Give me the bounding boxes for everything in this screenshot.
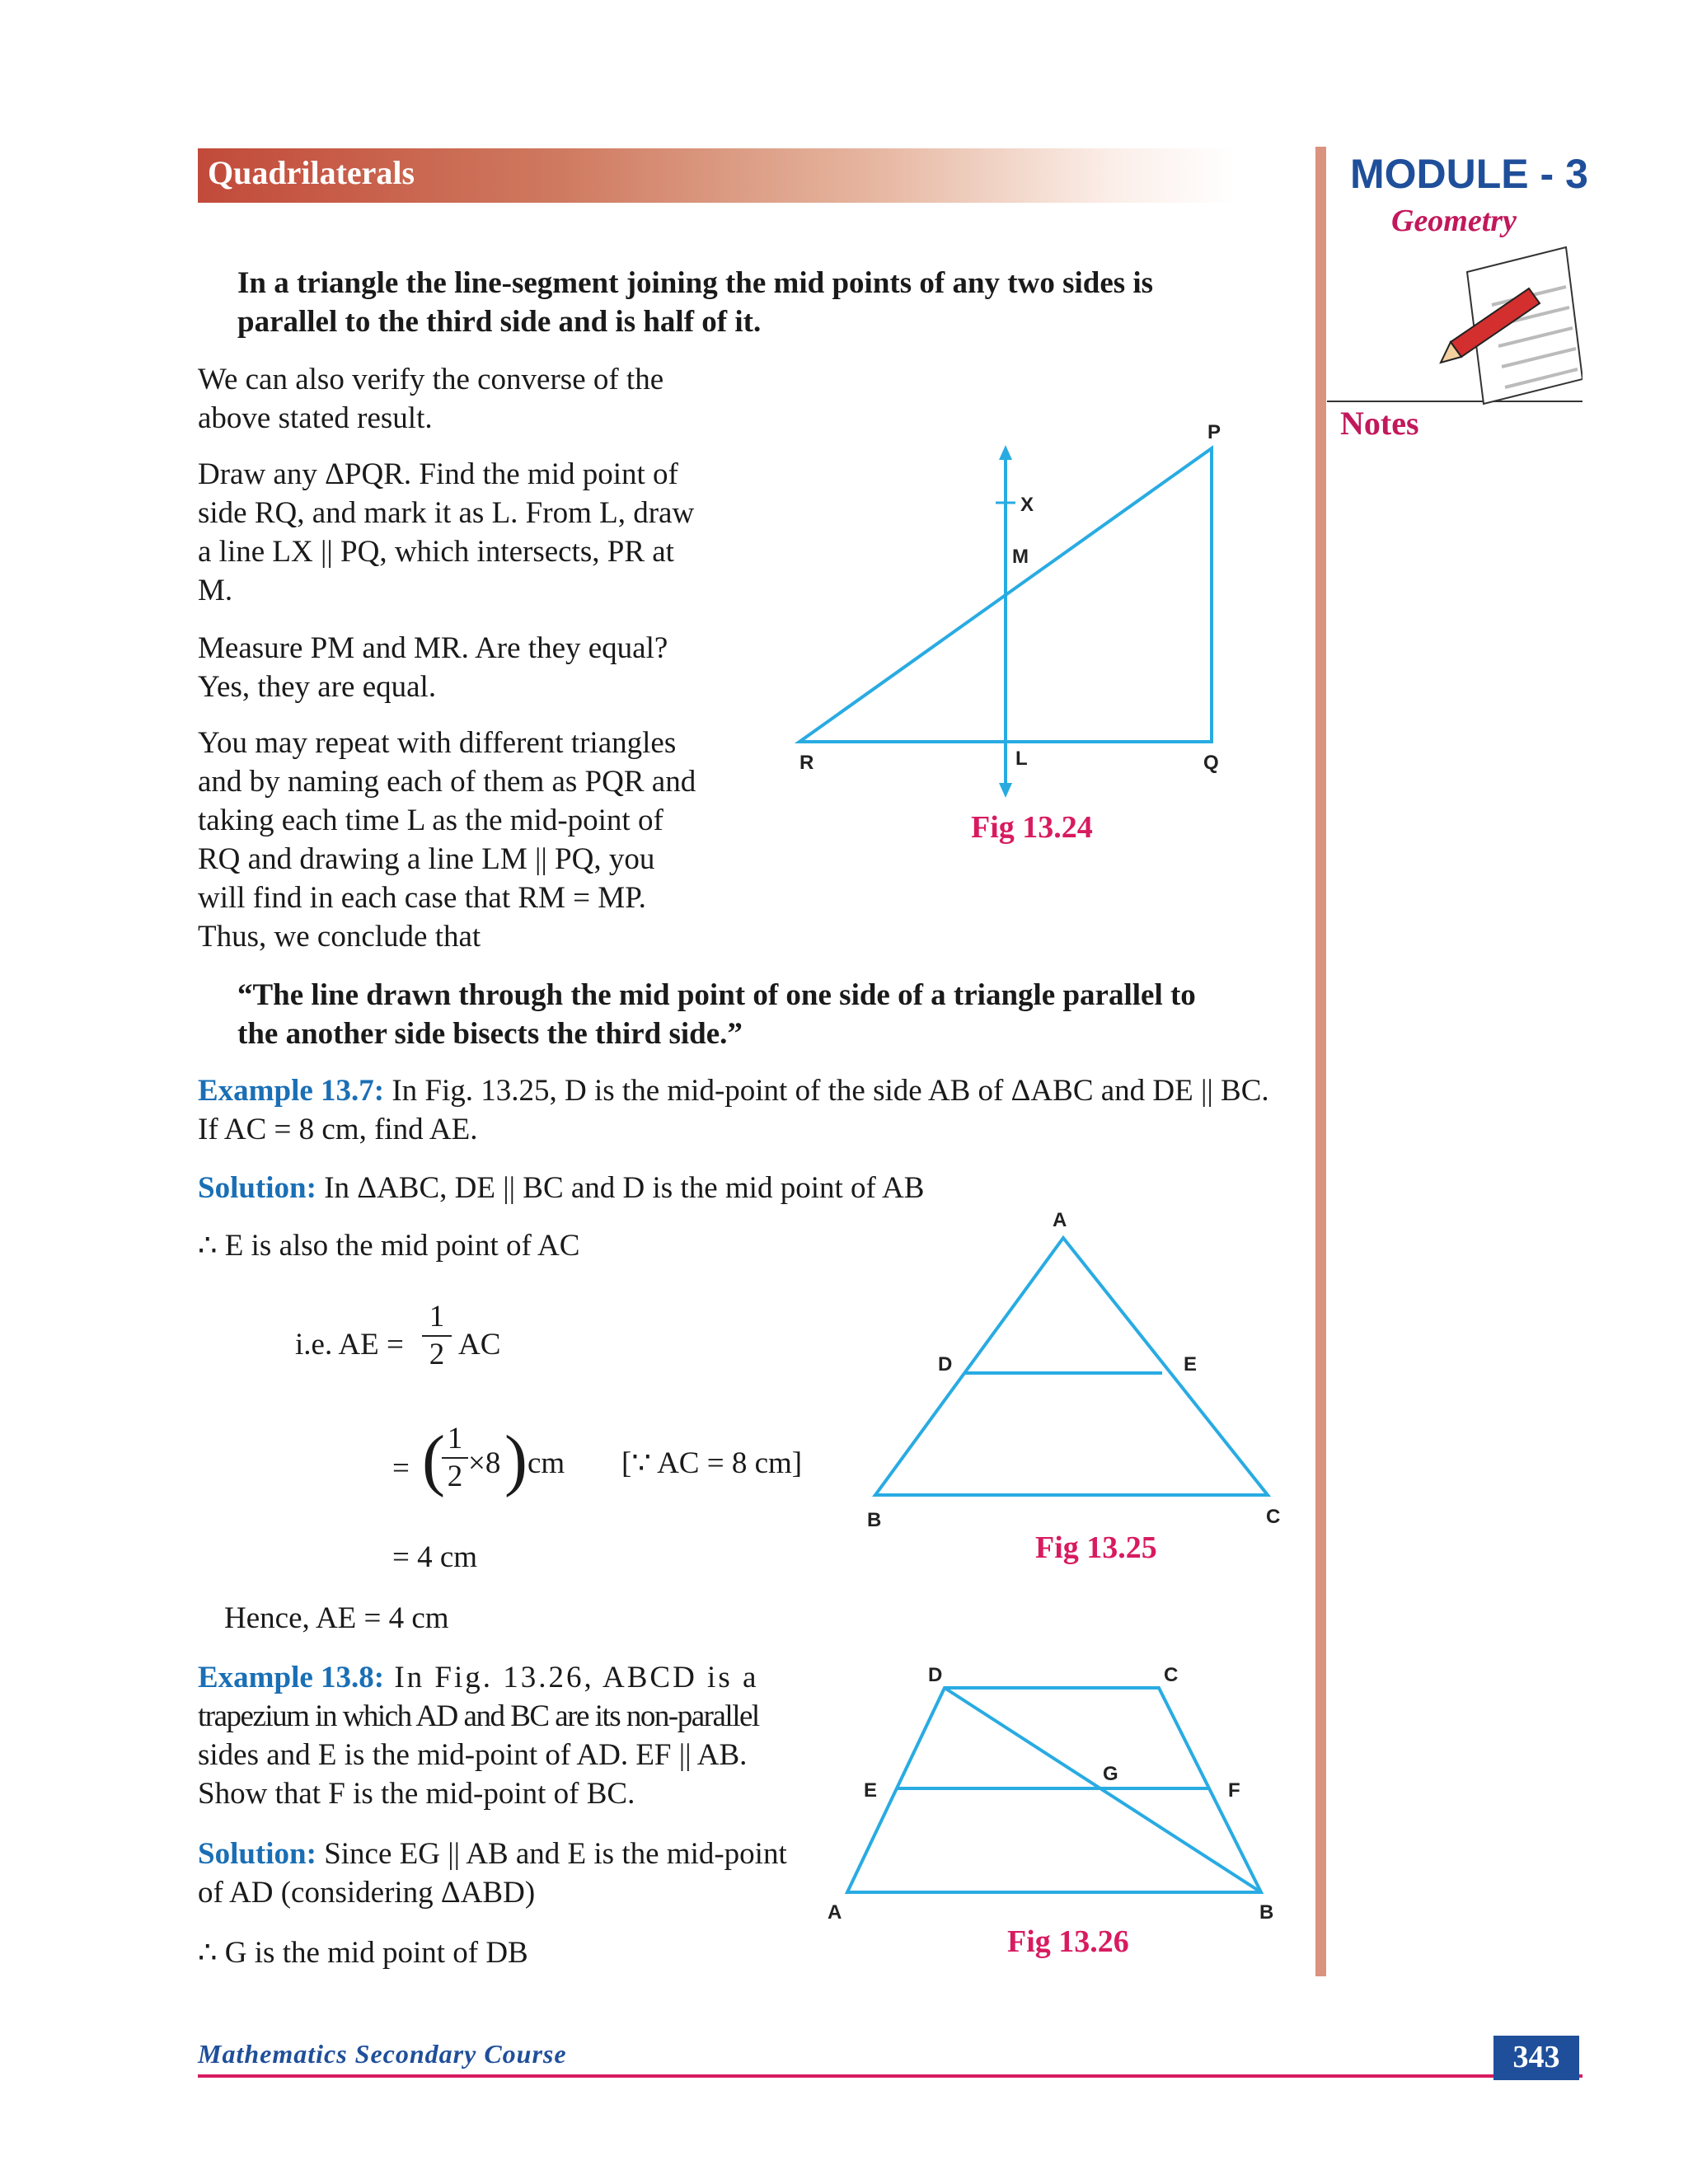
label-B: B — [867, 1509, 882, 1531]
example-13-7-label: Example 13.7: — [198, 1074, 385, 1108]
label-M: M — [1012, 546, 1029, 568]
label-E: E — [864, 1779, 878, 1802]
solution-13-8-line3: ∴ G is the mid point of DB — [198, 1936, 528, 1970]
footer-rule — [198, 2074, 1582, 2078]
solution-13-7-line2: ∴ E is also the mid point of AC — [198, 1229, 580, 1263]
theorem-converse: “The line drawn through the mid point of one side of a triangle parallel to the another side bisects the third side.” — [237, 978, 1196, 1051]
equals-sign: = — [392, 1451, 410, 1485]
paragraph-converse: We can also verify the converse of the above stated result. — [198, 363, 664, 435]
fraction-one-half: 1 2 — [442, 1421, 468, 1495]
label-L: L — [1015, 748, 1028, 770]
fig-13-26-caption: Fig 13.26 — [1007, 1924, 1129, 1959]
label-P: P — [1207, 421, 1221, 443]
solution-13-8-label: Solution: — [198, 1837, 316, 1871]
module-label: MODULE - 3 — [1350, 151, 1588, 197]
ie-ae: i.e. AE = — [295, 1328, 404, 1361]
unit-cm: cm — [528, 1446, 565, 1480]
solution-13-8: Solution: Since EG || AB and E is the mid-point of AD (considering ΔABD) — [198, 1837, 787, 1910]
page-number: 343 — [1512, 2040, 1560, 2074]
example-13-8-label: Example 13.8: — [198, 1661, 385, 1694]
label-E: E — [1184, 1353, 1198, 1376]
label-G: G — [1103, 1763, 1118, 1785]
label-B: B — [1259, 1901, 1274, 1924]
times-eight: ×8 — [468, 1446, 501, 1480]
solution-13-7: Solution: In ΔABC, DE || BC and D is the mid point of AB — [198, 1171, 925, 1205]
paragraph-measure: Measure PM and MR. Are they equal? Yes, they are equal. — [198, 631, 668, 704]
figure-13-26 — [824, 1657, 1286, 1929]
chapter-title: Quadrilaterals — [208, 154, 415, 191]
footer-course: Mathematics Secondary Course — [198, 2039, 567, 2069]
solution-13-7-label: Solution: — [198, 1171, 316, 1205]
example-13-8: Example 13.8: In Fig. 13.26, ABCD is a trapezium in which AD and BC are its non-parallel sides and E is the mid-point of AD. EF || AB. Show that F is the mid-point of BC. — [198, 1661, 759, 1811]
label-F: F — [1228, 1779, 1240, 1802]
ac-term: AC — [458, 1328, 501, 1361]
fig-13-24-caption: Fig 13.24 — [971, 810, 1093, 845]
theorem-midpoint: In a triangle the line-segment joining the mid points of any two sides is parallel to the third side and is half of it. — [237, 266, 1154, 339]
fraction-half: 1 2 — [422, 1299, 452, 1373]
label-X: X — [1020, 494, 1034, 516]
label-R: R — [799, 752, 814, 774]
paragraph-draw: Draw any ΔPQR. Find the mid point of side RQ, and mark it as L. From L, draw a line LX || PQ, which intersects, PR at M. — [198, 457, 695, 607]
result-4cm: = 4 cm — [392, 1540, 478, 1574]
example-13-7: Example 13.7: In Fig. 13.25, D is the mid-point of the side AB of ΔABC and DE || BC. If AC = 8 cm, find AE. — [198, 1074, 1269, 1146]
reason-ac: [∵ AC = 8 cm] — [621, 1446, 803, 1480]
label-D: D — [938, 1353, 953, 1376]
label-Q: Q — [1203, 752, 1219, 774]
paren-right: ) — [504, 1422, 528, 1498]
figure-13-24 — [775, 412, 1253, 808]
label-A: A — [1053, 1209, 1067, 1231]
figure-13-25 — [857, 1203, 1302, 1541]
hence-ae: Hence, AE = 4 cm — [224, 1601, 449, 1635]
subject-label: Geometry — [1391, 204, 1517, 238]
paragraph-repeat: You may repeat with different triangles and by naming each of them as PQR and taking each time L as the mid-point of RQ and drawing a line LM || PQ, you will find in each case that RM = MP. Thus, we conclude that — [198, 726, 696, 954]
label-C: C — [1266, 1506, 1281, 1528]
notes-pencil-icon — [1434, 239, 1582, 420]
paren-left: ( — [422, 1422, 445, 1498]
label-A: A — [828, 1901, 842, 1924]
notes-label: Notes — [1340, 405, 1419, 442]
fig-13-25-caption: Fig 13.25 — [1035, 1530, 1157, 1565]
sidebar-rule — [1315, 147, 1326, 1976]
label-D: D — [928, 1664, 943, 1686]
label-C: C — [1164, 1664, 1179, 1686]
